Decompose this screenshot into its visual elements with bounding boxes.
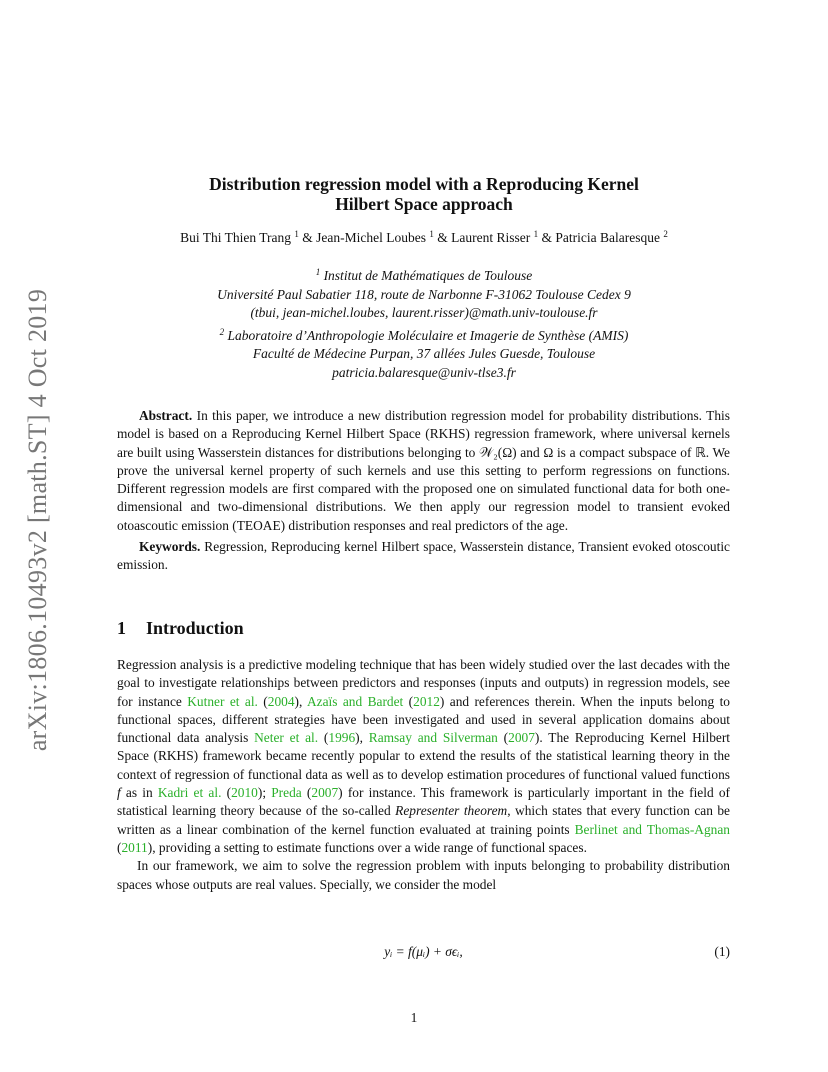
abstract-block <box>117 407 730 575</box>
section-number: 1 <box>117 618 126 638</box>
author: Bui Thi Thien Trang <box>180 230 292 245</box>
citation-link[interactable]: Kutner et al. <box>187 693 258 709</box>
author: Patricia Balaresque <box>555 230 660 245</box>
affiliation-name: Institut de Mathématiques de Toulouse <box>323 268 533 283</box>
author: Jean-Michel Loubes <box>316 230 427 245</box>
citation-year-link[interactable]: 1996 <box>328 730 356 746</box>
citation-year-link[interactable]: 2007 <box>508 730 535 746</box>
affiliation-email: patricia.balaresque@univ-tlse3.fr <box>332 364 516 380</box>
citation-year-link[interactable]: 2011 <box>121 839 148 855</box>
abstract-text: In this paper, we introduce a new distribution regression model for probability distributions. This model is based on a Reproducing Kernel Hilbert Space (RKHS) regression framework, where universal kernels are built using Wasserstein distances for distributions belonging to 𝒲₂(Ω) and Ω is a compact subspace of ℝ. We prove the universal kernel property of such kernels and use this setting to perform regressions on functions. Different regression models are first compared with the proposed one on simulated functional data for both one-dimensional and two-dimensional distributions. We then apply our regression model to transient evoked otoascoutic emission (TEOAE) distribution responses and real predictors of the age. <box>117 408 730 533</box>
affiliation-name: Laboratoire d’Anthropologie Moléculaire et Imagerie de Synthèse (AMIS) <box>227 327 629 343</box>
section-title: Introduction <box>146 618 244 638</box>
affiliation-address: Faculté de Médecine Purpan, 37 allées Jules Guesde, Toulouse <box>252 346 596 361</box>
intro-paragraph: Regression analysis is a predictive modeling technique that has been widely studied over the last decades with the goal to investigate relationships between predictors and responses (inputs and outputs) in regression models, see for instance Kutner et al. (2004), Azaïs and Bardet (2012) and references therein. When the inputs belong to functional spaces, different strategies have been investigated and used in several application domains about functional data analysis Neter et al. (1996), Ramsay and Silverman (2007). The Reproducing Kernel Hilbert Space (RKHS) framework became recently popular to extend the results of the statistical learning theory in the context of regression of functional data as well as to develop estimation procedures of functional valued functions f as in Kadri et al. (2010); Preda (2007) for instance. This framework is particularly important in the field of statistical learning theory because of the so-called Representer theorem, which states that every function can be written as a linear combination of the kernel function evaluated at training points Berlinet and Thomas-Agnan (2011), providing a setting to estimate functions over a wide range of functional spaces. <box>117 657 731 855</box>
citation-link[interactable]: Neter et al. <box>254 730 319 746</box>
arxiv-stamp <box>18 285 58 755</box>
introduction-body <box>117 656 730 894</box>
citation-link[interactable]: Preda <box>271 785 302 801</box>
citation-link[interactable]: Kadri et al. <box>157 785 222 801</box>
citation-year-link[interactable]: 2010 <box>231 785 258 801</box>
arxiv-id: arXiv:1806.10493v2 [math.ST] 4 Oct 2019 <box>23 288 52 752</box>
equation-1 <box>117 944 730 964</box>
abstract-paragraph <box>117 407 730 535</box>
author-list: Bui Thi Thien Trang $^1$ & Jean-Michel Loubes $^1$ & Laurent Risser $^1$ & Patricia Balaresque $^2$ <box>180 229 668 245</box>
section-heading <box>117 618 244 639</box>
affiliation-address: Université Paul Sabatier 118, route de Narbonne F-31062 Toulouse Cedex 9 <box>217 286 631 302</box>
citation-link[interactable]: Azaïs and Bardet <box>306 693 404 709</box>
abstract-label: Abstract. <box>139 408 193 423</box>
affiliations: $^1$ Institut de Mathématiques de Toulouse Université Paul Sabatier 118, route de Narbonne F-31062 Toulouse Cedex 9 (tbui, jean-michel.loubes, laurent.risser)@math.univ-toulouse.fr $^2$ Laboratoire d’Anthropologie Moléculaire et Imagerie de Synthèse (AMIS) Faculté de Médecine Purpan, 37 allées Jules Guesde, Toulouse patricia.balaresque@univ-tlse3.fr <box>118 263 730 382</box>
equation-expression: yᵢ = f(μᵢ) + σϵᵢ, <box>384 944 463 959</box>
keywords-text: Regression, Reproducing kernel Hilbert space, Wasserstein distance, Transient evoked otoscoutic emission. <box>117 539 730 573</box>
citation-link[interactable]: Berlinet and Thomas-Agnan <box>574 821 730 837</box>
keywords-paragraph <box>117 538 730 575</box>
author: Laurent Risser <box>451 230 531 245</box>
citation-year-link[interactable]: 2007 <box>311 785 339 801</box>
citation-year-link[interactable]: 2004 <box>267 693 295 709</box>
paper-title: Distribution regression model with a Reproducing Kernel Hilbert Space approach <box>209 174 639 214</box>
equation-number: (1) <box>714 944 730 959</box>
citation-year-link[interactable]: 2012 <box>413 693 440 709</box>
emphasis-text: Representer theorem <box>395 803 508 819</box>
page-number: 1 <box>410 1010 418 1025</box>
citation-link[interactable]: Ramsay and Silverman <box>368 730 498 746</box>
math-symbol: f <box>117 785 121 801</box>
keywords-label: Keywords. <box>139 539 201 555</box>
affiliation-email: (tbui, jean-michel.loubes, laurent.risser)@math.univ-toulouse.fr <box>250 305 598 320</box>
intro-paragraph: In our framework, we aim to solve the regression problem with inputs belonging to probability distribution spaces whose outputs are real values. Specially, we consider the model <box>117 858 730 892</box>
